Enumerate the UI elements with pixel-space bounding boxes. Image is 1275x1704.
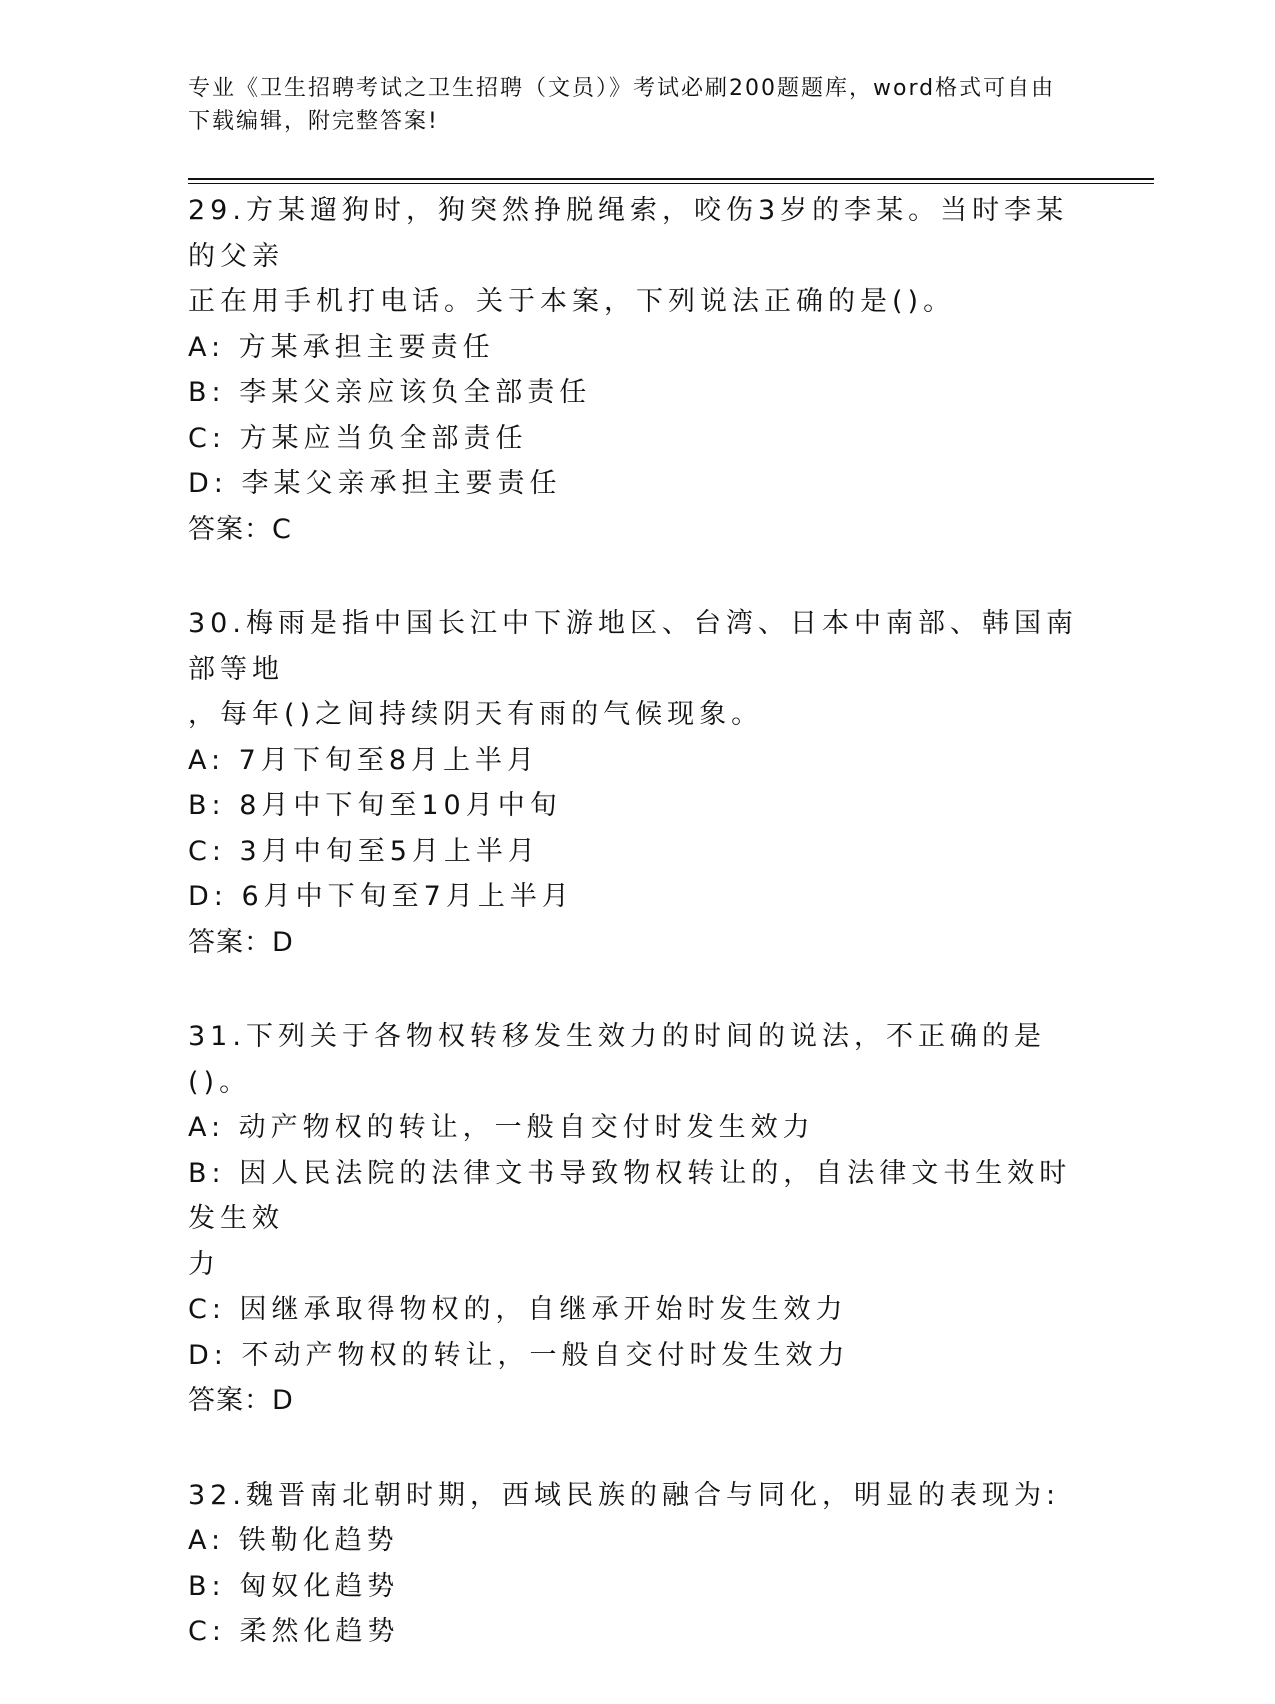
answer-value: D xyxy=(272,926,294,958)
option-d: D: 6月中下旬至7月上半月 xyxy=(188,881,574,912)
option-a: A: 7月下旬至8月上半月 xyxy=(188,744,540,776)
answer-line xyxy=(188,920,1078,966)
header-divider-thick xyxy=(188,178,1154,180)
answer-label: 答案： xyxy=(188,1385,272,1416)
question-stem-line: 29.方某遛狗时，狗突然挣脱绳索，咬伤3岁的李某。当时李某的父亲 xyxy=(188,195,1069,272)
document-header xyxy=(188,72,1068,138)
option-a: A: 铁勒化趋势 xyxy=(188,1525,399,1556)
answer-label: 答案： xyxy=(188,926,272,958)
question-32 xyxy=(188,1473,1078,1655)
question-29 xyxy=(188,188,1078,552)
option-c: C: 3月中旬至5月上半月 xyxy=(188,835,540,867)
option-d: D: 不动产物权的转让，一般自交付时发生效力 xyxy=(188,1339,850,1371)
question-30 xyxy=(188,601,1078,965)
question-stem-line: 30.梅雨是指中国长江中下游地区、台湾、日本中南部、韩国南部等地 xyxy=(188,608,1078,685)
answer-line xyxy=(188,507,1078,553)
question-stem-line: 32.魏晋南北朝时期，西域民族的融合与同化，明显的表现为: xyxy=(188,1479,1061,1511)
answer-line xyxy=(188,1378,1078,1424)
option-a: A: 方某承担主要责任 xyxy=(188,331,495,363)
answer-value: D xyxy=(272,1385,294,1416)
option-b-continued: 力 xyxy=(188,1248,220,1280)
option-a: A: 动产物权的转让，一般自交付时发生效力 xyxy=(188,1112,815,1143)
question-stem-line: ，每年()之间持续阴天有雨的气候现象。 xyxy=(188,699,764,730)
header-text: 专业《卫生招聘考试之卫生招聘（文员）》考试必刷200题题库，word格式可自由下载编辑，附完整答案! xyxy=(188,76,1056,134)
question-list xyxy=(188,188,1078,1704)
answer-label: 答案： xyxy=(188,513,272,545)
option-c: C: 因继承取得物权的，自继承开始时发生效力 xyxy=(188,1294,848,1325)
question-31 xyxy=(188,1014,1078,1424)
option-b: B: 因人民法院的法律文书导致物权转让的，自法律文书生效时发生效 xyxy=(188,1157,1072,1234)
answer-value: C xyxy=(272,513,292,545)
header-divider-thin xyxy=(188,183,1154,184)
question-stem-line: 31.下列关于各物权转移发生效力的时间的说法，不正确的是()。 xyxy=(188,1021,1046,1098)
question-stem-line: 正在用手机打电话。关于本案，下列说法正确的是()。 xyxy=(188,286,956,317)
option-b: B: 8月中下旬至10月中旬 xyxy=(188,790,562,821)
option-c: C: 方某应当负全部责任 xyxy=(188,422,528,454)
option-b: B: 李某父亲应该负全部责任 xyxy=(188,377,592,408)
option-b: B: 匈奴化趋势 xyxy=(188,1570,400,1602)
option-c: C: 柔然化趋势 xyxy=(188,1616,400,1647)
option-d: D: 李某父亲承担主要责任 xyxy=(188,468,562,499)
